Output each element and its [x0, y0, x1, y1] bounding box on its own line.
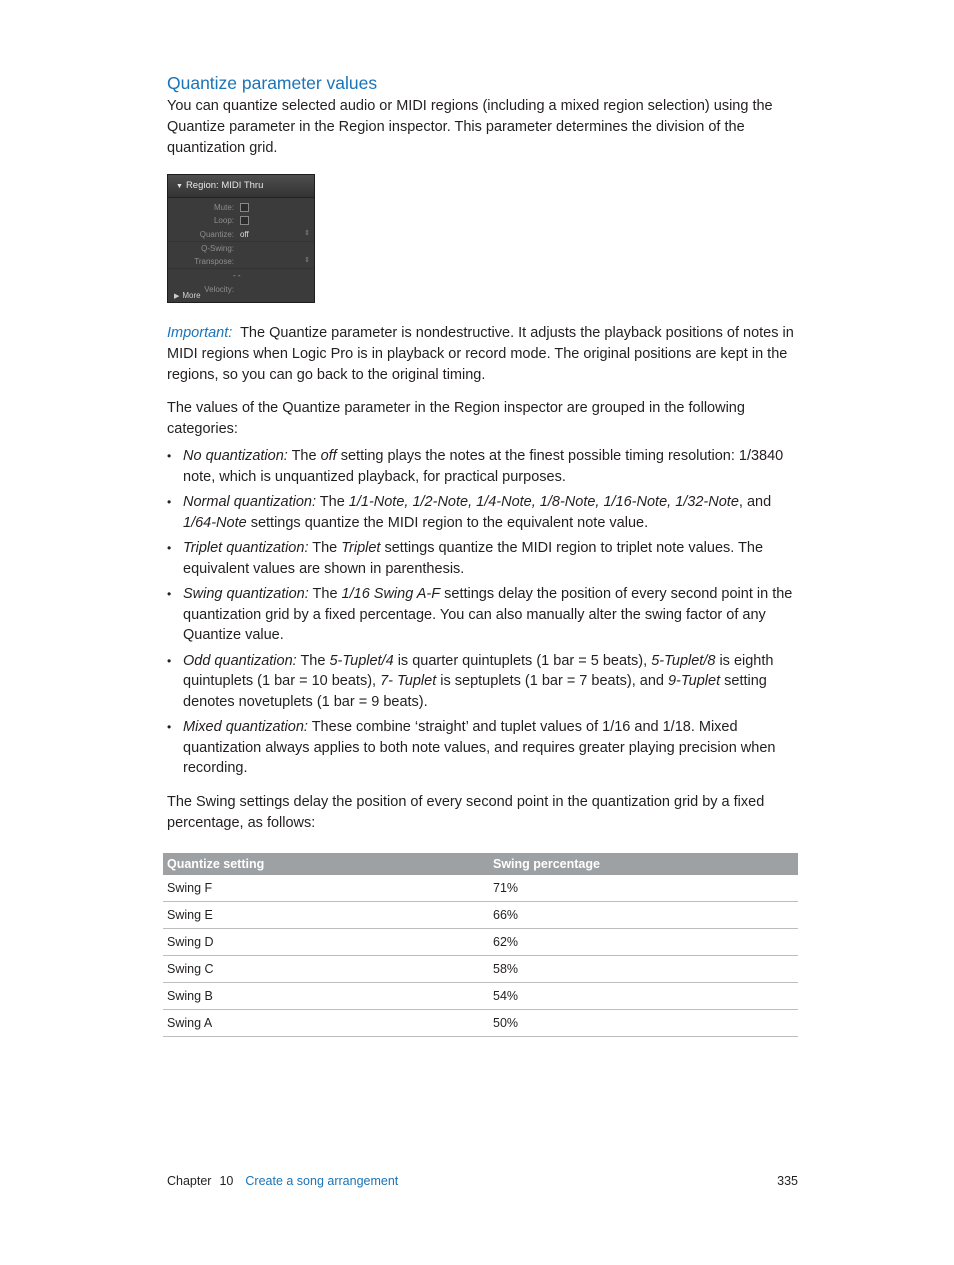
list-item-term: No quantization:	[183, 448, 288, 464]
table-cell: 71%	[489, 875, 798, 902]
table-cell: Swing A	[163, 1010, 489, 1037]
inspector-row-qswing[interactable]	[168, 242, 314, 255]
more-disclosure[interactable]	[174, 291, 201, 300]
categories-intro: The values of the Quantize parameter in the Region inspector are grouped in the following categories:	[167, 400, 745, 437]
inspector-row-loop	[168, 214, 314, 227]
table-header-row	[163, 853, 798, 875]
inspector-header[interactable]	[168, 175, 314, 198]
list-item-term: Triplet quantization:	[183, 540, 309, 556]
table-row	[163, 1010, 798, 1037]
quantize-label: Quantize:	[199, 229, 234, 239]
loop-checkbox[interactable]	[240, 216, 249, 225]
mute-label: Mute:	[213, 203, 234, 212]
inspector-row-transpose[interactable]	[168, 255, 314, 269]
list-item-italic: 9-Tuplet	[667, 673, 721, 689]
list-item-text: setting plays the notes at the finest possible timing resolution: 1/3840 note, which is unquantized playback, for practical purposes.	[183, 448, 784, 485]
footer-chapter	[167, 1174, 398, 1188]
list-item-term: Mixed quantization:	[183, 719, 308, 735]
updown-arrows-icon[interactable]: ⇕	[304, 257, 310, 265]
mute-checkbox[interactable]	[240, 203, 249, 212]
list-item-text: is eighth quintuplets (1 bar = 10 beats),	[183, 652, 774, 689]
list-item-italic: Triplet	[341, 540, 381, 556]
list-item-term: Normal quantization:	[183, 494, 316, 510]
table-row	[163, 956, 798, 983]
more-label: More	[182, 291, 201, 300]
section-heading: Quantize parameter values	[167, 73, 378, 93]
placeholder-dashes: - -	[233, 271, 241, 281]
qswing-label: Q-Swing:	[201, 243, 234, 253]
list-item	[167, 538, 797, 579]
table-cell: Swing F	[163, 875, 489, 902]
list-item-italic: off	[320, 448, 337, 464]
list-item-text: , and	[738, 494, 772, 510]
list-item-text: The	[296, 652, 330, 669]
list-item-text: settings quantize the MIDI region to triplet note values. The equivalent values are shown in parenthesis.	[183, 540, 764, 577]
updown-arrows-icon[interactable]: ⇕	[304, 229, 310, 237]
transpose-label: Transpose:	[194, 257, 234, 267]
list-item-text: is quarter quintuplets (1 bar = 5 beats),	[393, 652, 652, 669]
table-cell: Swing B	[163, 983, 489, 1010]
inspector-row-blank	[168, 269, 314, 282]
table-row	[163, 875, 798, 902]
list-item-term: Swing quantization:	[183, 586, 309, 602]
list-item-text: The	[287, 448, 321, 464]
list-item-text: These combine ‘straight’ and tuplet values of 1/16 and 1/18. Mixed quantization always applies to both note values, and requires greater playing precision when recording.	[183, 719, 776, 776]
important-label: Important:	[167, 325, 233, 341]
list-item-italic: 1/16 Swing A-F	[341, 586, 441, 602]
table-cell: Swing C	[163, 956, 489, 983]
list-item	[167, 446, 797, 487]
chapter-number: 10	[219, 1174, 234, 1188]
table-cell: Swing E	[163, 902, 489, 929]
column-header-setting: Quantize setting	[163, 853, 489, 875]
inspector-row-mute	[168, 201, 314, 214]
region-inspector-panel	[167, 174, 315, 303]
inspector-title: Region: MIDI Thru	[185, 180, 264, 191]
swing-table	[163, 853, 798, 1037]
list-item-text: The	[308, 540, 342, 556]
list-item-text: The	[316, 494, 349, 510]
intro-paragraph: You can quantize selected audio or MIDI regions (including a mixed region selection) using the Quantize parameter in the Region inspector. This parameter determines the division of the quantization grid.	[167, 98, 773, 156]
list-item-text: settings delay the position of every second point in the quantization grid by a fixed percentage. You can also manually alter the swing factor of any Quantize value.	[183, 586, 793, 643]
velocity-label: Velocity:	[204, 284, 234, 294]
column-header-percentage: Swing percentage	[489, 853, 798, 875]
table-cell: Swing D	[163, 929, 489, 956]
table-row	[163, 929, 798, 956]
table-cell: 50%	[489, 1010, 798, 1037]
list-item	[167, 584, 797, 646]
table-row	[163, 983, 798, 1010]
table-cell: 62%	[489, 929, 798, 956]
list-item-text: The	[308, 586, 342, 602]
list-item-term: Odd quantization:	[183, 652, 297, 669]
category-list	[167, 446, 797, 784]
list-item-text: setting denotes novetuplets (1 bar = 9 beats).	[183, 673, 767, 710]
chapter-label: Chapter	[167, 1174, 212, 1188]
quantize-value[interactable]: off	[240, 229, 249, 239]
table-row	[163, 902, 798, 929]
table-cell: 58%	[489, 956, 798, 983]
page-number: 335	[777, 1174, 798, 1188]
list-item-italic: 1/1-Note, 1/2-Note, 1/4-Note, 1/8-Note, 1/16-Note, 1/32-Note	[348, 494, 739, 510]
disclosure-triangle-icon[interactable]: ▼	[176, 183, 183, 190]
loop-label: Loop:	[213, 216, 234, 226]
disclosure-triangle-icon[interactable]: ▶	[174, 293, 180, 300]
list-item-italic: 7- Tuplet	[380, 673, 437, 689]
inspector-row-quantize[interactable]	[168, 228, 314, 242]
important-note	[167, 323, 797, 386]
table-cell: 66%	[489, 902, 798, 929]
important-text: The Quantize parameter is nondestructive. It adjusts the playback positions of notes in MIDI regions when Logic Pro is in playback or record mode. The original positions are kept in the regions, so you can go back to the original timing.	[167, 325, 794, 383]
list-item-text: is septuplets (1 bar = 7 beats), and	[436, 673, 668, 689]
list-item-italic: 1/64-Note	[183, 514, 247, 531]
swing-intro: The Swing settings delay the position of every second point in the quantization grid by a fixed percentage, as follows:	[167, 794, 765, 831]
list-item-text: settings quantize the MIDI region to the equivalent note value.	[246, 514, 649, 531]
table-cell: 54%	[489, 983, 798, 1010]
list-item	[167, 492, 797, 533]
chapter-title-link[interactable]: Create a song arrangement	[245, 1174, 399, 1188]
list-item	[167, 651, 797, 713]
list-item-italic: 5-Tuplet/4	[329, 652, 394, 669]
list-item-italic: 5-Tuplet/8	[651, 652, 716, 669]
list-item	[167, 717, 797, 779]
